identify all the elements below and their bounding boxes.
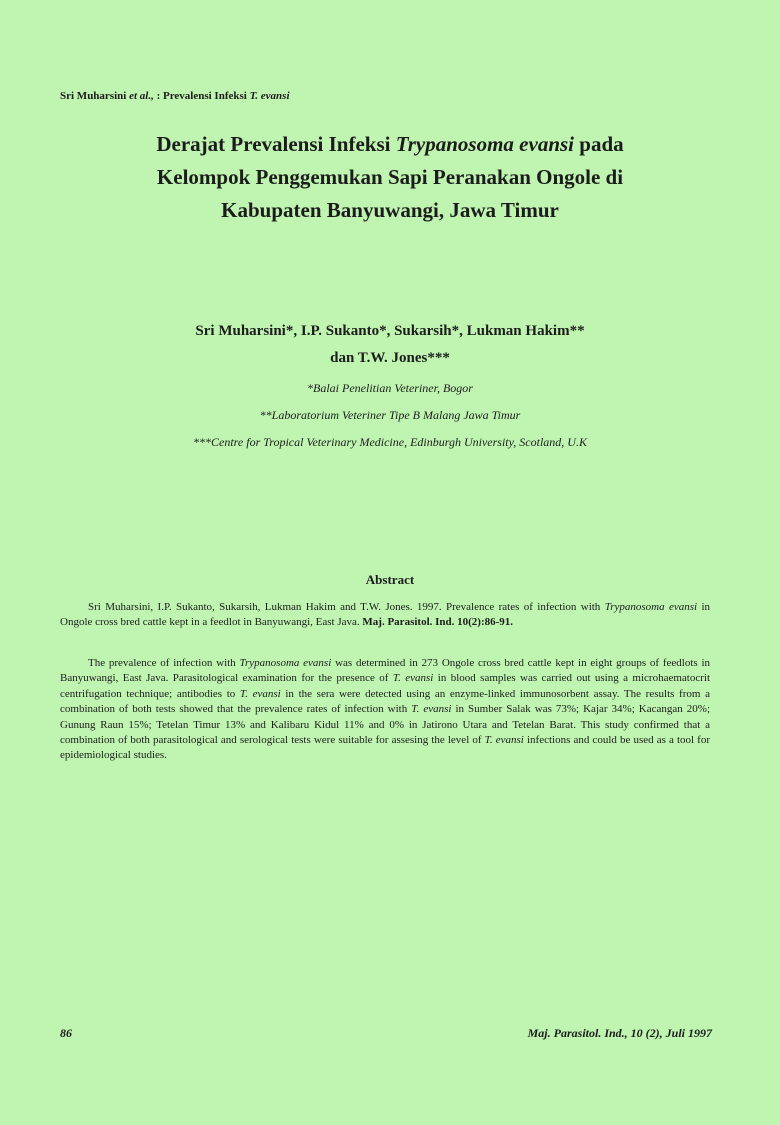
citation-text-2: in Ongole cross bred cattle kept in a feedlot in Banyuwangi, East Java. bbox=[60, 601, 710, 628]
title-species: Trypanosoma evansi bbox=[395, 132, 575, 156]
abstract-text-segment: in blood samples was carried out using a microhaematocrit centrifugation technique; antibodies to bbox=[60, 672, 710, 700]
abstract-species-term: T. evansi bbox=[392, 672, 434, 685]
running-head-etal: et al., bbox=[129, 90, 154, 102]
page-number: 86 bbox=[60, 1026, 72, 1040]
citation-journal: Maj. Parasitol. Ind. 10(2):86-91. bbox=[362, 616, 514, 628]
running-head bbox=[60, 90, 290, 102]
abstract-text-segment: in Sumber Salak was 73%; Kajar 34%; Kacangan 20%; Gunung Raun 15%; Tetelan Timur 13% and Kalibaru Kidul 11% and 0% in Jatirono Utara and Tetelan Barat. This study confirmed that a combination of both parasitological and serological tests were suitable for assesing the level of bbox=[60, 703, 711, 747]
abstract-text-segment: infections and could be used as a tool for epidemiological studies. bbox=[60, 734, 710, 762]
affiliation-3: ***Centre for Tropical Veterinary Medicine, Edinburgh University, Scotland, U.K bbox=[193, 435, 587, 449]
paper-title bbox=[60, 128, 720, 227]
abstract-species-term: T. evansi bbox=[239, 687, 281, 700]
abstract-species-term: T. evansi bbox=[411, 703, 452, 716]
authors-line1: Sri Muharsini*, I.P. Sukanto*, Sukarsih*, Lukman Hakim** bbox=[195, 323, 585, 339]
citation-text-1: Sri Muharsini, I.P. Sukanto, Sukarsih, Lukman Hakim and T.W. Jones. 1997. Prevalence rates of infection with bbox=[88, 601, 601, 613]
abstract-body bbox=[60, 656, 710, 764]
affiliation-2: **Laboratorium Veteriner Tipe B Malang Jawa Timur bbox=[259, 408, 521, 422]
citation-species: Trypanosoma evansi bbox=[604, 601, 698, 613]
abstract-text-segment: in the sera were detected using an enzyme-linked immunosorbent assay. The results from a combination of both tests showed that the prevalence rates of infection with bbox=[60, 687, 710, 716]
authors-line2: dan T.W. Jones*** bbox=[330, 350, 450, 366]
affiliation-1: *Balai Penelitian Veteriner, Bogor bbox=[307, 381, 473, 395]
abstract-heading: Abstract bbox=[365, 572, 415, 587]
author-list bbox=[60, 318, 720, 372]
abstract-text-segment: The prevalence of infection with bbox=[88, 657, 240, 669]
running-head-species: T. evansi bbox=[249, 90, 290, 102]
running-head-sep: : Prevalensi Infeksi bbox=[156, 90, 247, 102]
abstract-text-segment: was determined in 273 Ongole cross bred cattle kept in eight groups of feedlots in Banyuwangi, East Java. Parasitological examination for the presence of bbox=[60, 657, 711, 685]
title-line2: Kelompok Penggemukan Sapi Peranakan Ongole di bbox=[156, 165, 624, 189]
abstract-citation bbox=[60, 600, 710, 630]
title-part1: Derajat Prevalensi Infeksi bbox=[156, 132, 391, 156]
journal-footer: Maj. Parasitol. Ind., 10 (2), Juli 1997 bbox=[527, 1026, 712, 1040]
title-line3: Kabupaten Banyuwangi, Jawa Timur bbox=[221, 198, 559, 222]
title-part2: pada bbox=[579, 132, 624, 156]
abstract-species-term: T. evansi bbox=[484, 734, 524, 747]
running-head-authors: Sri Muharsini bbox=[60, 90, 127, 102]
abstract-species-term: Trypanosoma evansi bbox=[239, 657, 332, 669]
